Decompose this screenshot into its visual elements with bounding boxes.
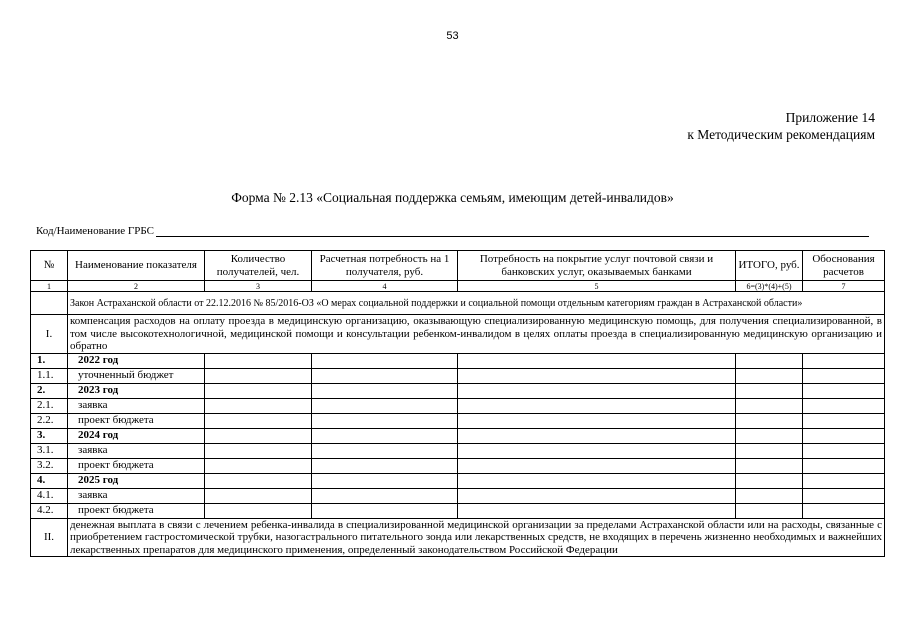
column-numbers-row (31, 281, 885, 292)
recipients-cell[interactable] (205, 473, 312, 488)
row-number: 4.1. (31, 488, 68, 503)
header-num: № (31, 251, 68, 281)
total-cell[interactable] (736, 488, 803, 503)
justification-cell[interactable] (803, 503, 885, 518)
column-number: 2 (68, 281, 205, 292)
section-2-text: денежная выплата в связи с лечением ребенка-инвалида в специализированной медицинской организации за пределами Астраханской области или на расходы, связанные с приобретением гастростомической трубки, назогастрального питательного зонда или лекарственных средств, не входящих в перечень жизненно необходимых и важнейших лекарственных препаратов для медицинского применения, определенный законодательством Российской Федерации (68, 518, 885, 557)
row-number: 2.1. (31, 398, 68, 413)
recipients-cell[interactable] (205, 443, 312, 458)
row-label: проект бюджета (68, 413, 205, 428)
total-cell[interactable] (736, 383, 803, 398)
form-title: Форма № 2.13 «Социальная поддержка семьям, имеющим детей-инвалидов» (231, 190, 674, 205)
column-number: 7 (803, 281, 885, 292)
header-need-per-recipient: Расчетная потребность на 1 получателя, руб. (312, 251, 458, 281)
need-cell[interactable] (312, 473, 458, 488)
need-cell[interactable] (312, 488, 458, 503)
row-label: заявка (68, 443, 205, 458)
recipients-cell[interactable] (205, 488, 312, 503)
grbs-label: Код/Наименование ГРБС (36, 225, 154, 237)
justification-cell[interactable] (803, 428, 885, 443)
row-number: 4. (31, 473, 68, 488)
appendix-caption (687, 109, 875, 143)
need-cell[interactable] (312, 368, 458, 383)
justification-cell[interactable] (803, 353, 885, 368)
row-number: 2.2. (31, 413, 68, 428)
row-number: 4.2. (31, 503, 68, 518)
need-cell[interactable] (312, 443, 458, 458)
need-cell[interactable] (312, 458, 458, 473)
recipients-cell[interactable] (205, 503, 312, 518)
table-row (31, 398, 885, 413)
recipients-cell[interactable] (205, 368, 312, 383)
need-cell[interactable] (312, 503, 458, 518)
need-cell[interactable] (312, 413, 458, 428)
row-label: 2022 год (68, 353, 205, 368)
postal-cell[interactable] (458, 458, 736, 473)
justification-cell[interactable] (803, 473, 885, 488)
total-cell[interactable] (736, 353, 803, 368)
row-label: заявка (68, 398, 205, 413)
table-row (31, 413, 885, 428)
recipients-cell[interactable] (205, 383, 312, 398)
row-label: проект бюджета (68, 503, 205, 518)
need-cell[interactable] (312, 353, 458, 368)
need-cell[interactable] (312, 383, 458, 398)
table-row (31, 458, 885, 473)
table-row (31, 383, 885, 398)
justification-cell[interactable] (803, 488, 885, 503)
law-row-num (31, 292, 68, 315)
recipients-cell[interactable] (205, 458, 312, 473)
postal-cell[interactable] (458, 503, 736, 518)
recipients-cell[interactable] (205, 353, 312, 368)
table-row (31, 473, 885, 488)
postal-cell[interactable] (458, 398, 736, 413)
header-justification: Обоснования расчетов (803, 251, 885, 281)
row-label: уточненный бюджет (68, 368, 205, 383)
recipients-cell[interactable] (205, 428, 312, 443)
header-total: ИТОГО, руб. (736, 251, 803, 281)
form-table (30, 250, 885, 557)
row-label: 2023 год (68, 383, 205, 398)
column-number: 4 (312, 281, 458, 292)
total-cell[interactable] (736, 413, 803, 428)
total-cell[interactable] (736, 428, 803, 443)
total-cell[interactable] (736, 473, 803, 488)
row-number: 1. (31, 353, 68, 368)
row-number: 3. (31, 428, 68, 443)
section-1-text: компенсация расходов на оплату проезда в медицинскую организацию, оказывающую специализированную медицинскую помощь, для получения специализированной, в том числе высокотехнологичной, медицинской помощи и консультации ребенком-инвалидом в целях оплаты проезда в специализированную медицинскую организацию и обратно (68, 315, 885, 354)
justification-cell[interactable] (803, 368, 885, 383)
header-row (31, 251, 885, 281)
law-text: Закон Астраханской области от 22.12.2016 № 85/2016-ОЗ «О мерах социальной поддержки и социальной помощи отдельным категориям граждан в Астраханской области» (68, 292, 885, 315)
total-cell[interactable] (736, 368, 803, 383)
header-postal-banking-need: Потребность на покрытие услуг почтовой связи и банковских услуг, оказываемых банками (458, 251, 736, 281)
table-row (31, 503, 885, 518)
row-number: 3.2. (31, 458, 68, 473)
postal-cell[interactable] (458, 413, 736, 428)
total-cell[interactable] (736, 458, 803, 473)
justification-cell[interactable] (803, 398, 885, 413)
postal-cell[interactable] (458, 368, 736, 383)
table-row (31, 368, 885, 383)
column-number: 1 (31, 281, 68, 292)
law-row (31, 292, 885, 315)
section-2-num: II. (31, 518, 68, 557)
grbs-input-line[interactable] (156, 225, 869, 237)
header-recipients-count: Количество получателей, чел. (205, 251, 312, 281)
section-1-num: I. (31, 315, 68, 354)
justification-cell[interactable] (803, 383, 885, 398)
justification-cell[interactable] (803, 413, 885, 428)
total-cell[interactable] (736, 398, 803, 413)
grbs-field (36, 225, 869, 237)
table-row (31, 353, 885, 368)
header-indicator-name: Наименование показателя (68, 251, 205, 281)
postal-cell[interactable] (458, 473, 736, 488)
row-label: заявка (68, 488, 205, 503)
column-number: 5 (458, 281, 736, 292)
row-number: 2. (31, 383, 68, 398)
postal-cell[interactable] (458, 443, 736, 458)
recipients-cell[interactable] (205, 398, 312, 413)
table-row (31, 428, 885, 443)
total-cell[interactable] (736, 443, 803, 458)
row-number: 1.1. (31, 368, 68, 383)
table-row (31, 488, 885, 503)
postal-cell[interactable] (458, 353, 736, 368)
justification-cell[interactable] (803, 458, 885, 473)
postal-cell[interactable] (458, 428, 736, 443)
total-cell[interactable] (736, 503, 803, 518)
row-label: 2025 год (68, 473, 205, 488)
postal-cell[interactable] (458, 488, 736, 503)
row-number: 3.1. (31, 443, 68, 458)
justification-cell[interactable] (803, 443, 885, 458)
column-number: 6=(3)*(4)+(5) (736, 281, 803, 292)
page-number: 53 (446, 30, 459, 42)
appendix-line-1: Приложение 14 (785, 110, 875, 125)
appendix-line-2: к Методическим рекомендациям (687, 127, 875, 142)
column-number: 3 (205, 281, 312, 292)
recipients-cell[interactable] (205, 413, 312, 428)
row-label: 2024 год (68, 428, 205, 443)
section-1-row (31, 315, 885, 354)
need-cell[interactable] (312, 428, 458, 443)
need-cell[interactable] (312, 398, 458, 413)
section-2-row (31, 518, 885, 557)
table-row (31, 443, 885, 458)
postal-cell[interactable] (458, 383, 736, 398)
row-label: проект бюджета (68, 458, 205, 473)
